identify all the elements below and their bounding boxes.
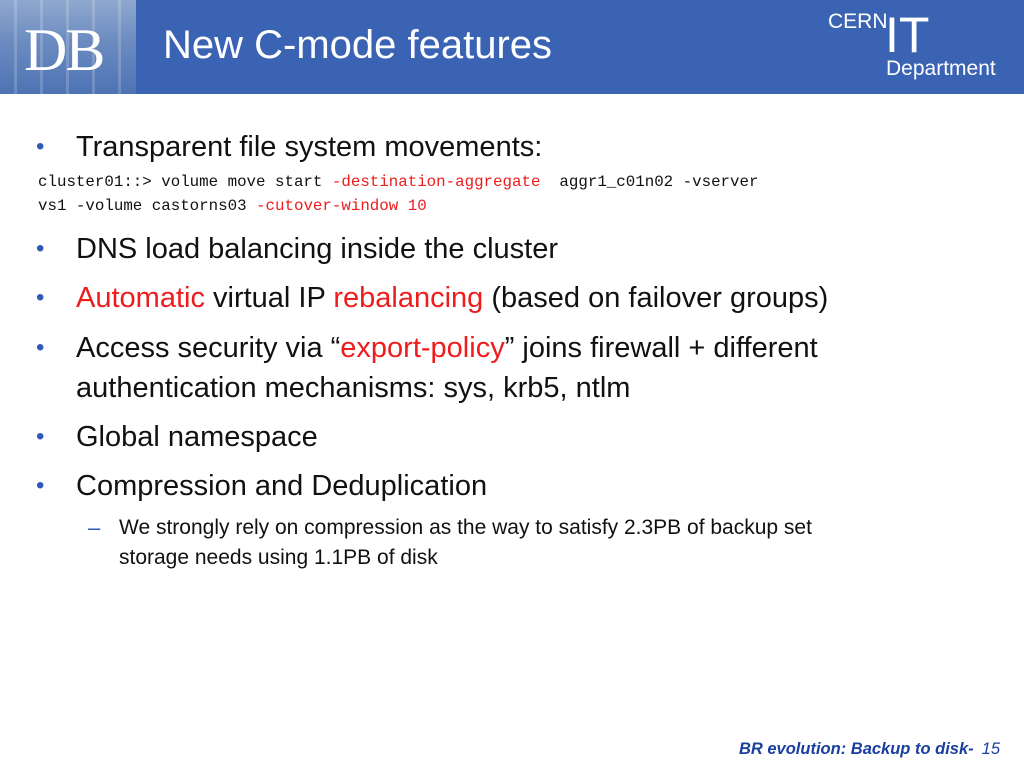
page-number: 15 <box>981 740 1000 758</box>
bullet-text: authentication mechanisms: sys, krb5, ntlm <box>76 372 631 404</box>
bullet-text: Automatic virtual IP rebalancing (based on failover groups) <box>76 282 829 314</box>
highlight-export-policy: export-policy <box>340 332 505 364</box>
bullet-marker: • <box>36 133 45 160</box>
command-line-1 <box>38 170 758 194</box>
bullet-marker: • <box>36 334 45 361</box>
bullet-text: Access security via “export-policy” joins firewall + different <box>76 332 818 364</box>
bullet-marker: • <box>36 423 45 450</box>
bullet-marker: • <box>36 284 45 311</box>
slide-title: New C-mode features <box>163 23 553 67</box>
command-prefix: cluster01::> volume move start <box>38 173 332 191</box>
sub-bullet-text: We strongly rely on compression as the way to satisfy 2.3PB of backup set <box>119 516 812 539</box>
footer-text: BR evolution: Backup to disk- <box>738 740 974 758</box>
db-logo-text: DB <box>24 17 104 83</box>
bullet-marker: • <box>36 472 45 499</box>
cern-logo-text: CERN <box>828 10 888 33</box>
command-option-destination: -destination-aggregate <box>331 173 541 191</box>
bullet-text: Compression and Deduplication <box>76 470 488 502</box>
sub-bullet-marker: – <box>88 515 101 540</box>
command-suffix: aggr1_c01n02 -vserver <box>540 173 759 191</box>
bullet-text: DNS load balancing inside the cluster <box>76 233 558 265</box>
bullet-marker: • <box>36 235 45 262</box>
command-line-2 <box>38 194 427 218</box>
highlight-rebalancing: rebalancing <box>333 282 484 314</box>
sub-bullet-text: storage needs using 1.1PB of disk <box>119 546 438 569</box>
command-prefix: vs1 -volume castorns03 <box>38 197 257 215</box>
department-logo-text: Department <box>886 57 996 80</box>
bullet-text: Transparent file system movements: <box>76 131 543 163</box>
slide-footer <box>739 738 1000 760</box>
bullet-text: Global namespace <box>76 421 318 453</box>
it-logo-text: IT <box>885 7 930 63</box>
highlight-automatic: Automatic <box>76 282 205 314</box>
command-option-cutover: -cutover-window 10 <box>256 197 427 215</box>
